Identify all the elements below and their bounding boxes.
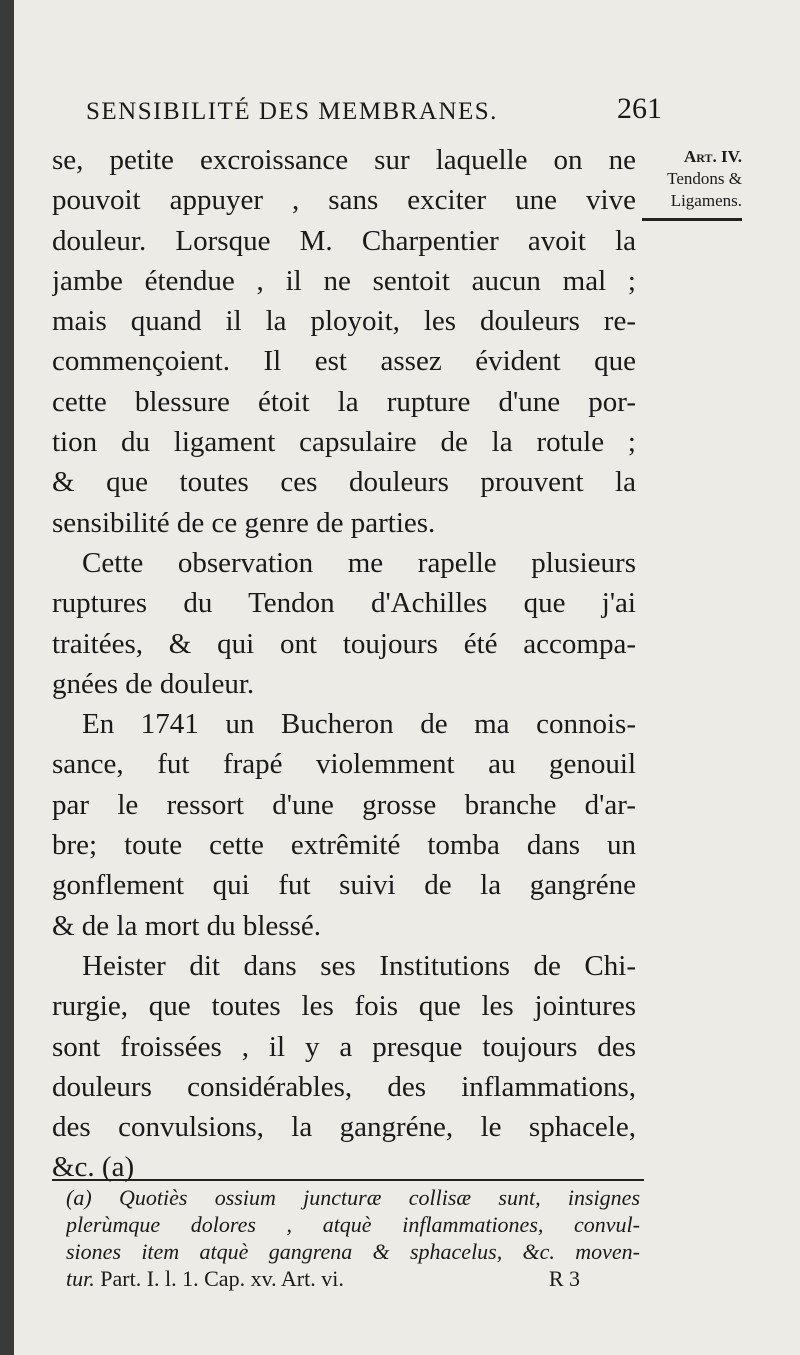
page-header <box>86 86 662 126</box>
text-line: sance, fut frapé violemment au genouil <box>52 748 636 781</box>
text-line: tion du ligament capsulaire de la rotule ; <box>52 426 636 459</box>
text-line: Cette observation me rapelle plusieurs <box>82 546 636 579</box>
text-line: & de la mort du blessé. <box>52 909 322 942</box>
margin-note-rule <box>642 218 742 221</box>
text-line: douleur. Lorsque M. Charpentier avoit la <box>52 224 636 257</box>
running-title: SENSIBILITÉ DES MEMBRANES. <box>86 98 498 125</box>
page-number: 261 <box>617 92 662 125</box>
footnote-line: plerùmque dolores , atquè inflammationes, convul- <box>66 1212 640 1237</box>
text-line: En 1741 un Bucheron de ma connois- <box>82 708 636 741</box>
text-line: cette blessure étoit la rupture d'une por- <box>52 385 636 418</box>
text-line: & que toutes ces douleurs prouvent la <box>52 466 636 499</box>
text-line: douleurs considérables, des inflammations, <box>52 1070 636 1103</box>
text-line: rurgie, que toutes les fois que les jointures <box>52 990 636 1023</box>
margin-note-title: Art. IV. <box>684 147 742 166</box>
margin-note-line: Ligamens. <box>670 191 742 210</box>
margin-note <box>636 146 742 221</box>
text-line: par le ressort d'une grosse branche d'ar- <box>52 788 636 821</box>
footnote-line: (a) Quotiès ossium juncturæ collisæ sunt, insignes <box>66 1185 640 1210</box>
footnote-reference: Part. I. l. 1. Cap. xv. Art. vi. <box>100 1266 344 1291</box>
text-line: gnées de douleur. <box>52 667 255 700</box>
text-line: commençoient. Il est assez évident que <box>52 345 636 378</box>
text-line: traitées, & qui ont toujours été accompa- <box>52 627 636 660</box>
signature-mark: R 3 <box>548 1266 580 1291</box>
footnote-separator <box>52 1179 644 1181</box>
text-line: sont froissées , il y a presque toujours des <box>52 1030 636 1063</box>
text-line: bre; toute cette extrêmité tomba dans un <box>52 829 636 862</box>
text-line: sensibilité de ce genre de parties. <box>52 506 436 539</box>
text-line: Heister dit dans ses Institutions de Chi- <box>82 949 636 982</box>
footnote-last-line <box>66 1265 640 1292</box>
book-page <box>14 0 800 1355</box>
text-line: se, petite excroissance sur laquelle on ne <box>52 144 636 176</box>
text-line: ruptures du Tendon d'Achilles que j'ai <box>52 587 636 620</box>
margin-note-line: Tendons & <box>667 169 742 188</box>
text-line: gonflement qui fut suivi de la gangréne <box>52 869 636 902</box>
text-line: jambe étendue , il ne sentoit aucun mal ; <box>52 264 636 297</box>
text-line: &c. (a) <box>52 1151 135 1184</box>
footnote-line: siones item atquè gangrena & sphacelus, &c. moven- <box>66 1239 640 1264</box>
body-text <box>52 140 636 1188</box>
footnote-word: tur. <box>66 1266 95 1291</box>
text-line: mais quand il la ployoit, les douleurs re- <box>52 305 636 338</box>
text-line: des convulsions, la gangréne, le sphacele, <box>52 1111 636 1144</box>
text-line: pouvoit appuyer , sans exciter une vive <box>52 184 636 217</box>
footnote <box>66 1184 640 1292</box>
